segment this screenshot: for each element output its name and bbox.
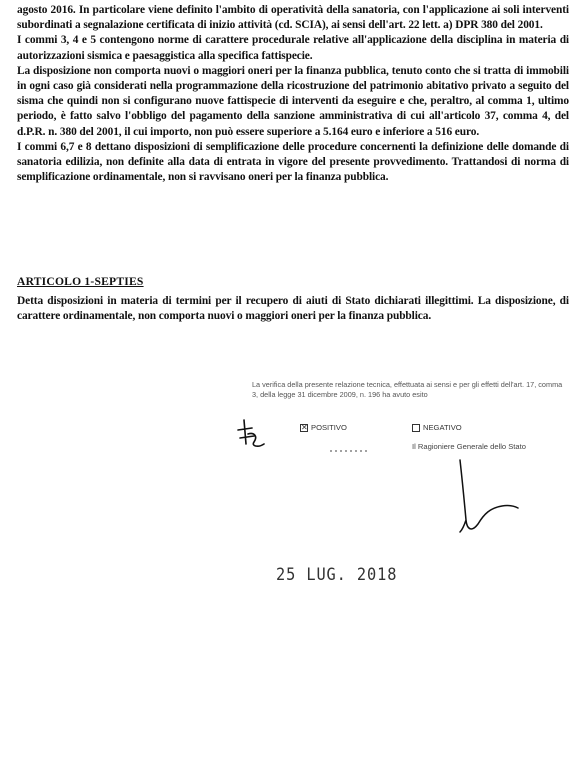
verification-stamp-text: La verifica della presente relazione tecnica, effettuata ai sensi e per gli effetti dell'art. 17, comma 3, della legge 31 dicembre 2009, n. 196 ha avuto esito — [252, 380, 563, 399]
paragraph-4: I commi 6,7 e 8 dettano disposizioni di semplificazione delle procedure concernenti la definizione delle domande di sanatoria edilizia, non definite alla data di entrata in vigore del presente provvedimento. Trattandosi di norma di semplificazione ordinamentale, non si ravvisano oneri per la finanza pubblica. — [17, 140, 569, 184]
paragraph-3: La disposizione non comporta nuovi o maggiori oneri per la finanza pubblica, tenuto conto che si tratta di immobili in ogni caso già considerati nella programmazione della ricostruzione del patrimonio abitativo privato a seguito del sisma che quindi non si configurano nuove fattispecie di interventi da eseguire e che, peraltro, al comma 1, ultimo periodo, è fatto salvo l'obbligo del pagamento della sanzione amministrativa di cui all'articolo 37, comma 4, del d.P.R. n. 380 del 2001, il cui importo, non può essere superiore a 5.164 euro e inferiore a 516 euro. — [17, 64, 569, 138]
positive-label: POSITIVO — [311, 423, 347, 432]
paragraph-1: agosto 2016. In particolare viene definito l'ambito di operatività della sanatoria, con l'applicazione ai soli interventi subordinati a segnalazione certificata di inizio attività (cd. SCIA), ai sensi dell'art. 22 lett. a) DPR 380 del 2001. — [17, 4, 569, 32]
article-heading: ARTICOLO 1-SEPTIES — [17, 275, 144, 288]
official-signature — [450, 458, 520, 538]
initials-signature — [234, 414, 274, 454]
paragraph-5: Detta disposizioni in materia di termini per il recupero di aiuti di Stato dichiarati illegittimi. La disposizione, di carattere ordinamentale, non comporta nuovi o maggiori oneri per la finanza pubblica. — [17, 295, 569, 323]
body-section-top — [17, 3, 569, 185]
date-stamp: 25 LUG. 2018 — [276, 565, 398, 585]
signatory-role: Il Ragioniere Generale dello Stato — [412, 442, 526, 451]
negative-label: NEGATIVO — [423, 423, 462, 432]
positive-option — [300, 423, 347, 432]
body-section-bottom — [17, 294, 569, 324]
negative-checkbox — [412, 424, 420, 432]
positive-checkbox: ✕ — [301, 422, 308, 432]
paragraph-2: I commi 3, 4 e 5 contengono norme di carattere procedurale relative all'applicazione della disciplina in materia di autorizzazioni sismica e paesaggistica alla specifica fattispecie. — [17, 34, 569, 62]
negative-option — [412, 423, 462, 432]
signature-dots — [330, 448, 370, 454]
